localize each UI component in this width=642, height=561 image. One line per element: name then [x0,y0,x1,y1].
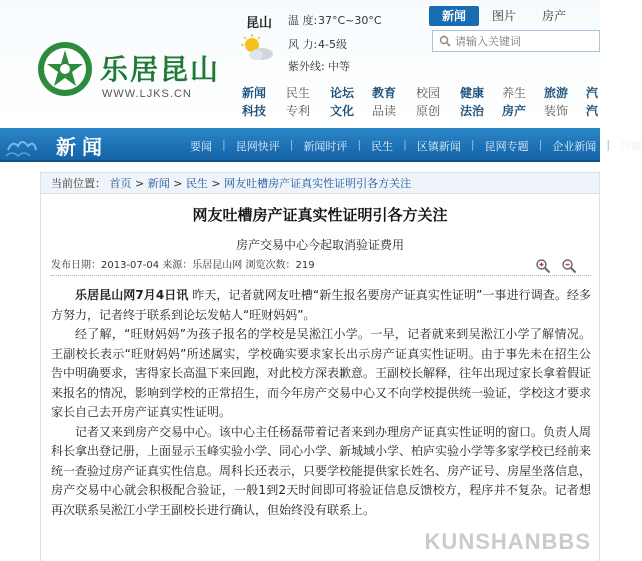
nav-item-education[interactable]: 教育 [372,86,397,100]
breadcrumb-news[interactable]: 新闻 [147,177,170,190]
nav-col-travel [544,84,588,120]
nav-item-news[interactable]: 新闻 [242,86,267,100]
article-subtitle: 房产交易中心今起取消验证费用 [235,238,404,252]
search-icon[interactable] [439,35,451,47]
weather-city: 昆山 [246,16,273,31]
watermark: KUNSHANBBS [424,529,591,554]
nav-item-reading[interactable]: 品读 [372,104,397,118]
article-lead: 乐居昆山网7月4日讯 [75,288,189,302]
nav-item-decoration[interactable]: 装饰 [544,104,569,118]
article-paragraph-3: 记者又来到房产交易中心。该中心主任杨磊带着记者来到办理房产证真实性证明的窗口。负责人周科长拿出登记册，上面显示玉峰实验小学、同心小学、新城域小学、柏庐实验小学等多家学校已经前来统一查验过房产证真实性信息。周科长还表示，只要学校能提供家长姓名、房产证号、房屋坐落信息，房产交易中心就会积极配合验证，一般1到2天时间即可将验证信息反馈校方，程序并不复杂。记者想再次联系吴淞江小学王副校长进行确认，但始终没有联系上。 [51,424,592,517]
breadcrumb-label: 当前位置： [51,177,106,190]
section-link-headlines[interactable]: 要闻 [190,140,212,153]
section-link-district-news[interactable]: 区镇新闻 [416,140,461,153]
weather-uv: 紫外线: 中等 [288,60,350,73]
section-link-foreign-media[interactable]: 外媒 [620,140,642,153]
site-logo[interactable] [36,40,236,108]
nav-item-culture[interactable]: 文化 [330,104,355,118]
zoom-out-icon[interactable] [561,258,577,274]
breadcrumb-livelihood[interactable]: 民生 [185,177,208,190]
logo-text: 乐居昆山 [100,53,221,86]
tab-news[interactable]: 新闻 [429,6,479,26]
article [40,194,600,561]
logo-emblem-icon [36,40,94,98]
section-link-commentary[interactable]: 昆网快评 [235,140,280,153]
nav-item-travel[interactable]: 旅游 [544,86,569,100]
breadcrumb-home[interactable]: 首页 [109,177,132,190]
section-link-business[interactable]: 企业新闻 [552,140,597,153]
section-link-news-review[interactable]: 新闻时评 [303,140,348,153]
weather-wind: 风 力:4-5级 [288,38,347,51]
nav-col-wellness [502,84,546,120]
nav-col-education [372,84,416,120]
nav-col-news [242,84,286,120]
section-link-topics[interactable]: 昆网专题 [484,140,529,153]
section-bar [0,128,642,162]
nav-item-forum[interactable]: 论坛 [330,86,355,100]
article-title: 网友吐槽房产证真实性证明引各方关注 [192,206,448,224]
site-header [0,0,600,128]
nav-item-tech[interactable]: 科技 [242,104,267,118]
section-title: 新闻 [56,135,108,159]
nav-item-health[interactable]: 健康 [460,86,485,100]
breadcrumb-current[interactable]: 网友吐槽房产证真实性证明引各方关注 [224,177,412,190]
nav-item-realestate[interactable]: 房产 [502,104,527,118]
search-input[interactable] [455,33,595,49]
nav-item-auto-2[interactable]: 汽 [586,104,599,118]
tab-images[interactable]: 图片 [491,9,516,23]
section-links: 要闻 | 昆网快评 | 新闻时评 | 民生 | 区镇新闻 | 昆网专题 | 企业新闻 | 外媒 [190,138,642,153]
search-box [432,30,600,52]
nav-item-wellness[interactable]: 养生 [502,86,527,100]
sun-cloud-icon [240,34,274,62]
nav-col-campus [416,84,460,120]
nav-col-forum [330,84,374,120]
nav-item-law[interactable]: 法治 [460,104,485,118]
article-paragraph-1: 乐居昆山网7月4日讯 昨天，记者就网友吐槽“新生报名要房产证真实性证明”一事进行调查。经多方努力，记者终于联系到论坛发帖人“旺财妈妈”。 [51,288,591,322]
nav-col-livelihood [286,84,330,120]
tab-realestate[interactable]: 房产 [541,9,566,23]
article-meta [51,256,591,276]
article-paragraph-2: 经了解，“旺财妈妈”为孩子报名的学校是吴淞江小学。一早，记者就来到吴淞江小学了解情况。王副校长表示“旺财妈妈”所述属实，学校确实要求家长出示房产证真实性证明。由于事先未在招生公告中明确要求，害得家长高温下来回跑，对此校方深表歉意。王副校长解释，往年出现过家长拿着假证来报名的情况，影响到学校的正常招生，而今年房产交易中心又不向学校提供统一验证，学校这才要求家长自己去开房产证真实性证明。 [51,327,592,419]
nav-col-auto [586,84,600,120]
nav-item-auto[interactable]: 汽 [586,86,599,100]
nav-item-livelihood[interactable]: 民生 [286,86,311,100]
nav-item-original[interactable]: 原创 [416,104,441,118]
nav-item-campus[interactable]: 校园 [416,86,441,100]
nav-col-health [460,84,504,120]
zoom-in-icon[interactable] [535,258,551,274]
search-tabs [429,6,579,26]
article-body [51,286,591,520]
weather-temperature: 温 度:37°C~30°C [288,14,382,27]
cloud-pattern-icon [4,132,52,158]
nav-item-patent[interactable]: 专利 [286,104,311,118]
article-meta-text: 发布日期：2013-07-04 来源：乐居昆山网 浏览次数：219 [51,260,315,271]
logo-url: WWW.LJKS.CN [102,88,192,100]
breadcrumb: 当前位置： 首页 > 新闻 > 民生 > 网友吐槽房产证真实性证明引各方关注 [40,172,600,194]
section-link-livelihood[interactable]: 民生 [371,140,394,153]
